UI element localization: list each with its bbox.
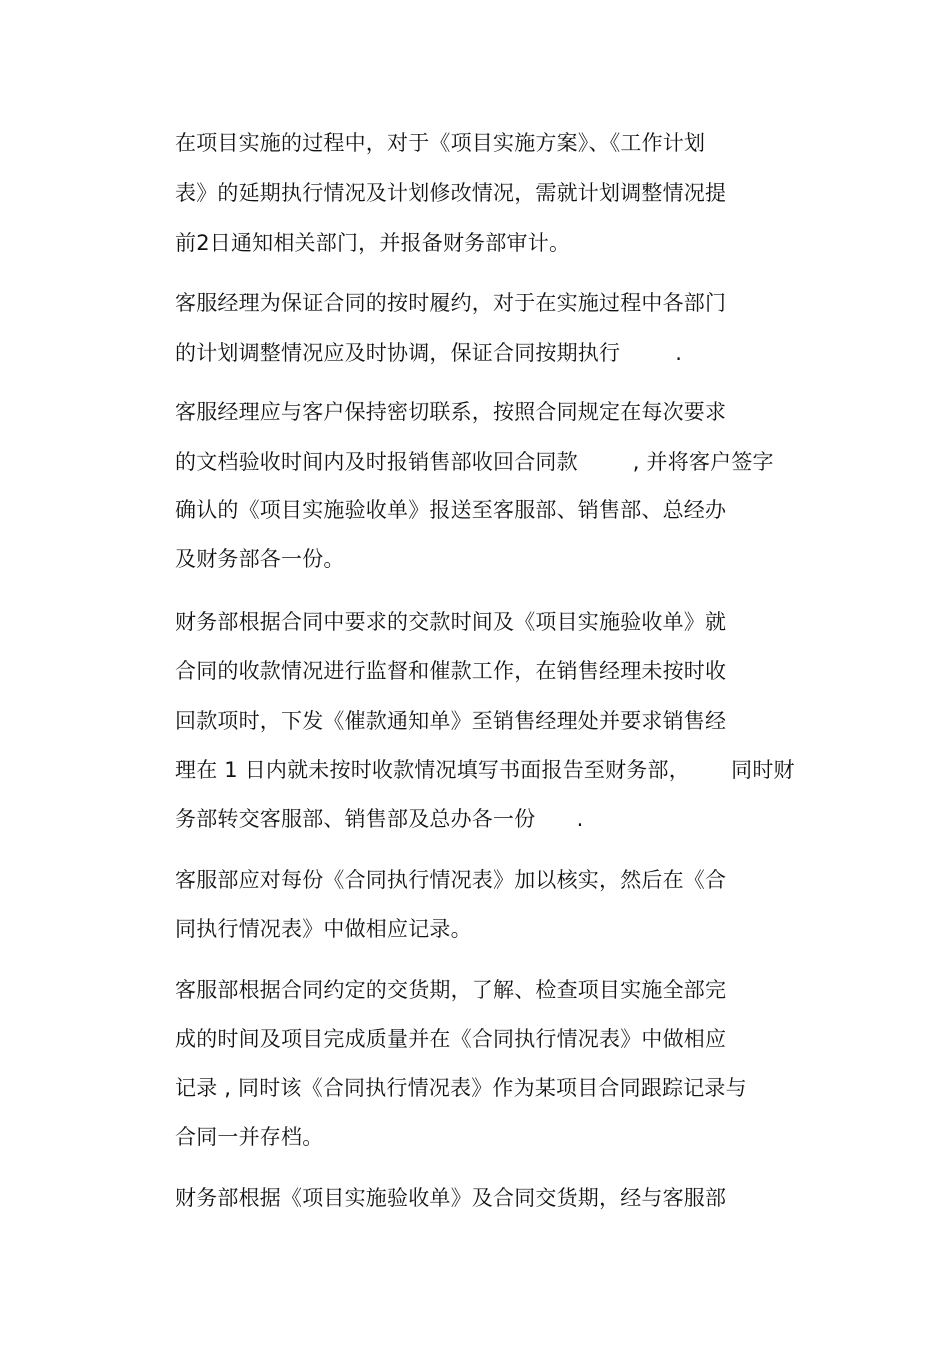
- paragraph-5-line-1: 客服部应对每份《合同执行情况表》加以核实，然后在《合: [175, 868, 727, 892]
- paragraph-4-line-2: 合同的收款情况进行监督和催款工作，在销售经理未按时收: [175, 659, 727, 683]
- paragraph-4-line-4: 理在 1 日内就未按时收款情况填写书面报告至财务部， 同时财: [175, 758, 795, 782]
- paragraph-3-line-2: 的文档验收时间内及时报销售部收回合同款 , 并将客户签字: [175, 450, 774, 474]
- paragraph-6-line-1: 客服部根据合同约定的交货期，了解、检查项目实施全部完: [175, 978, 727, 1002]
- paragraph-3-line-3: 确认的《项目实施验收单》报送至客服部、销售部、总经办: [175, 498, 727, 522]
- paragraph-1-line-2: 表》的延期执行情况及计划修改情况，需就计划调整情况提: [175, 181, 727, 205]
- paragraph-1-line-3: 前2日通知相关部门，并报备财务部审计。: [175, 231, 571, 255]
- paragraph-3-line-1: 客服经理应与客户保持密切联系，按照合同规定在每次要求: [175, 400, 727, 424]
- paragraph-6-line-4: 合同一并存档。: [175, 1125, 324, 1149]
- paragraph-4-line-5: 务部转交客服部、销售部及总办各一份 .: [175, 807, 584, 831]
- paragraph-6-line-2: 成的时间及项目完成质量并在《合同执行情况表》中做相应: [175, 1027, 727, 1051]
- paragraph-7-line-1: 财务部根据《项目实施验收单》及合同交货期，经与客服部: [175, 1186, 727, 1210]
- paragraph-6-line-3: 记录 , 同时该《合同执行情况表》作为某项目合同跟踪记录与: [175, 1076, 747, 1100]
- paragraph-5-line-2: 同执行情况表》中做相应记录。: [175, 917, 472, 941]
- paragraph-4-line-3: 回款项时，下发《催款通知单》至销售经理处并要求销售经: [175, 709, 727, 733]
- paragraph-2-line-1: 客服经理为保证合同的按时履约，对于在实施过程中各部门: [175, 291, 727, 315]
- paragraph-2-line-2: 的计划调整情况应及时协调，保证合同按期执行 .: [175, 341, 683, 365]
- paragraph-3-line-4: 及财务部各一份。: [175, 547, 345, 571]
- paragraph-1-line-1: 在项目实施的过程中，对于《项目实施方案》、《工作计划: [175, 131, 706, 155]
- paragraph-4-line-1: 财务部根据合同中要求的交款时间及《项目实施验收单》就: [175, 610, 727, 634]
